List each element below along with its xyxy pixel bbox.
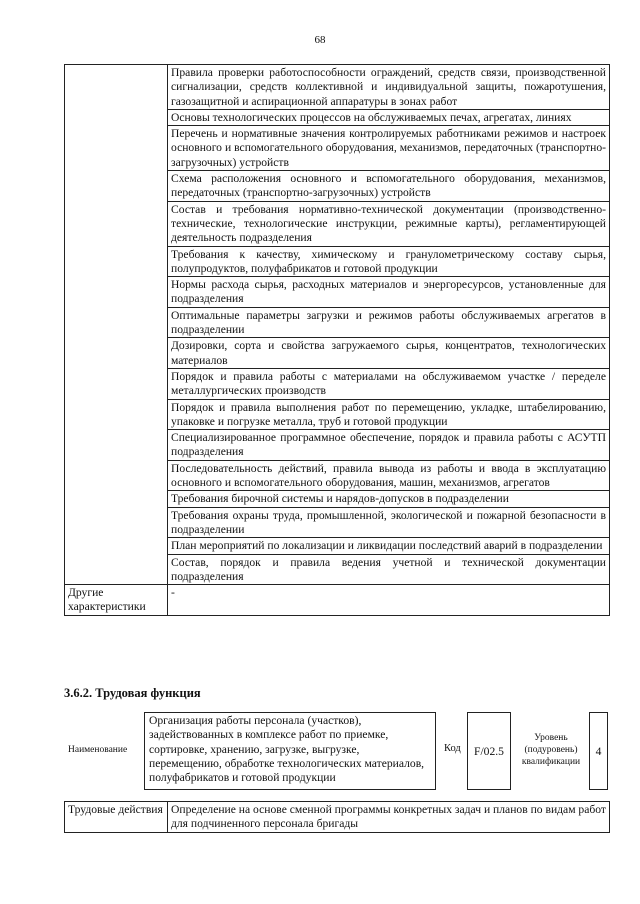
page-number: 68 xyxy=(314,34,326,46)
function-name-label: Наименование xyxy=(68,745,128,755)
knowledge-item: Правила проверки работоспособности ограждений, средств связи, производственной сигнализации, средств коллективной и индивидуальной защиты, пожаротушения, газозащитной и аспирационной аппаратуры в зонах работ xyxy=(168,65,610,110)
knowledge-item: Оптимальные параметры загрузки и режимов работы обслуживаемых агрегатов в подразделении xyxy=(168,307,610,338)
knowledge-row xyxy=(65,65,610,110)
other-characteristics-row xyxy=(65,585,610,616)
labor-function-header xyxy=(64,708,610,792)
required-knowledge-label-cell xyxy=(65,65,168,585)
knowledge-item: Последовательность действий, правила вывода из работы и ввода в эксплуатацию основного и вспомогательного оборудования, машин, механизмов, агрегатов xyxy=(168,460,610,491)
knowledge-item: Состав и требования нормативно-технической документации (производственно-технические, технологические инструкции, режимные карты), регламентирующей деятельность подразделения xyxy=(168,201,610,246)
knowledge-item: Требования охраны труда, промышленной, экологической и пожарной безопасности в подразделении xyxy=(168,507,610,538)
knowledge-requirements-table xyxy=(64,64,610,616)
knowledge-item: Порядок и правила работы с материалами на обслуживаемом участке / переделе металлургических производств xyxy=(168,368,610,399)
other-characteristics-label: Другие характеристики xyxy=(65,585,168,616)
function-code-box: F/02.5 xyxy=(467,712,511,790)
labor-actions-row xyxy=(65,802,610,833)
labor-action-item: Определение на основе сменной программы конкретных задач и планов по видам работ для подчиненного персонала бригады xyxy=(168,802,610,833)
knowledge-item: Порядок и правила выполнения работ по перемещению, укладке, штабелированию, упаковке и погрузке металла, труб и готовой продукции xyxy=(168,399,610,430)
function-name-box: Организация работы персонала (участков), задействованных в комплексе работ по приемке, сортировке, хранению, загрузке, выгрузке, перемещению, обработке технологических материалов, полуфабрикатов и готовой продукции xyxy=(144,712,436,790)
knowledge-item: Специализированное программное обеспечение, порядок и правила работы с АСУТП подразделения xyxy=(168,430,610,461)
section-heading: 3.6.2. Трудовая функция xyxy=(64,686,201,700)
knowledge-item: Схема расположения основного и вспомогательного оборудования, механизмов, передаточных (транспортно-загрузочных) устройств xyxy=(168,171,610,202)
knowledge-item: Требования к качеству, химическому и гранулометрическому составу сырья, полупродуктов, полуфабрикатов и готовой продукции xyxy=(168,246,610,277)
knowledge-item: Состав, порядок и правила ведения учетной и технической документации подразделения xyxy=(168,554,610,585)
knowledge-item: Перечень и нормативные значения контролируемых работниками режимов и настроек основного и вспомогательного оборудования, механизмов, передаточных (транспортно-загрузочных) устройств xyxy=(168,126,610,171)
knowledge-item: Нормы расхода сырья, расходных материалов и энергоресурсов, установленные для подразделения xyxy=(168,277,610,308)
knowledge-item: Основы технологических процессов на обслуживаемых печах, агрегатах, линиях xyxy=(168,109,610,125)
function-code-label: Код xyxy=(444,743,461,754)
labor-actions-label: Трудовые действия xyxy=(65,802,168,833)
knowledge-item: Требования бирочной системы и нарядов-допусков в подразделении xyxy=(168,491,610,507)
qualification-level-box: 4 xyxy=(589,712,608,790)
knowledge-item: Дозировки, сорта и свойства загружаемого сырья, концентратов, технологических материалов xyxy=(168,338,610,369)
labor-actions-table xyxy=(64,801,610,833)
other-characteristics-value: - xyxy=(168,585,610,616)
qualification-level-label: Уровень (подуровень) квалификации xyxy=(521,733,581,767)
knowledge-item: План мероприятий по локализации и ликвидации последствий аварий в подразделении xyxy=(168,538,610,554)
